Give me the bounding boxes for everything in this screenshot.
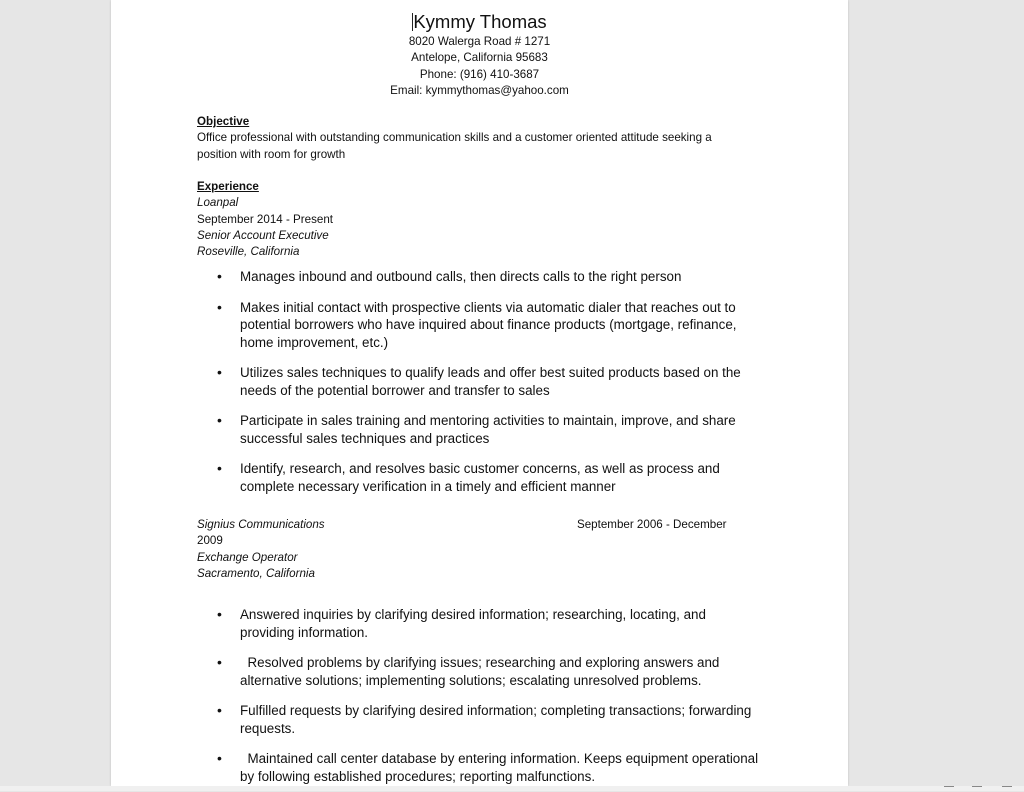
- web-layout-icon[interactable]: [1002, 786, 1012, 792]
- job2-company: Signius Communications: [197, 518, 325, 531]
- objective-text-line-2: position with room for growth: [197, 147, 346, 161]
- bullet-icon: •: [217, 654, 222, 670]
- experience-heading: Experience: [197, 180, 259, 193]
- phone-line: Phone: (916) 410-3687: [419, 67, 540, 81]
- objective-text-line-1: Office professional with outstanding communication skills and a customer oriented attitude seeking a: [197, 131, 712, 145]
- job1-company: Loanpal: [197, 196, 239, 210]
- bullet-icon: •: [217, 702, 222, 718]
- list-item: [217, 606, 762, 641]
- bullet-text: Identify, research, and resolves basic customer concerns, as well as process and complete necessary verification in a timely and efficient manner: [240, 461, 720, 494]
- bullet-text: Resolved problems by clarifying issues; researching and exploring answers and alternative solutions; implementing solutions; escalating unresolved problems.: [240, 655, 724, 688]
- bullet-text: Makes initial contact with prospective clients via automatic dialer that reaches out to potential borrowers who have inquired about finance products (mortgage, refinance, home improvement, etc.): [240, 299, 737, 350]
- bullet-text: Fulfilled requests by clarifying desired information; completing transactions; forwarding requests.: [240, 703, 752, 736]
- objective-heading: Objective: [197, 115, 250, 128]
- status-bar: [0, 786, 1024, 791]
- applicant-name: Kymmy Thomas: [413, 11, 547, 32]
- address-line-1: 8020 Walerga Road # 1271: [408, 35, 551, 48]
- name-line: [111, 10, 848, 34]
- print-layout-icon[interactable]: [972, 786, 982, 792]
- bullet-text: Manages inbound and outbound calls, then directs calls to the right person: [240, 269, 682, 284]
- job1-dates: September 2014 - Present: [197, 212, 333, 226]
- bullet-icon: •: [217, 364, 222, 380]
- contact-header: [111, 10, 848, 99]
- bullet-icon: •: [217, 412, 222, 428]
- list-item: [217, 412, 762, 447]
- job2-title: Exchange Operator: [197, 550, 298, 564]
- bullet-icon: •: [217, 750, 222, 766]
- list-item: [217, 299, 762, 352]
- bullet-icon: •: [217, 460, 222, 476]
- view-mode-icon[interactable]: [944, 786, 954, 792]
- list-item: [217, 750, 762, 785]
- list-item: [217, 268, 762, 286]
- bullet-icon: •: [217, 606, 222, 622]
- email-line: Email: kymmythomas@yahoo.com: [390, 83, 569, 97]
- bullet-text: Utilizes sales techniques to qualify leads and offer best suited products based on the needs of the potential borrower and transfer to sales: [240, 365, 741, 398]
- address-line-2: Antelope, California 95683: [411, 51, 548, 65]
- list-item: [217, 460, 762, 495]
- document-page[interactable]: [111, 0, 848, 786]
- bullet-text: Participate in sales training and mentoring activities to maintain, improve, and share successful sales techniques and practices: [240, 413, 736, 446]
- job2-bullet-list: [217, 606, 762, 785]
- job2-dates-end: 2009: [197, 534, 223, 548]
- list-item: [217, 654, 762, 689]
- job1-location: Roseville, California: [197, 245, 300, 259]
- job2-location: Sacramento, California: [197, 566, 315, 580]
- bullet-icon: •: [217, 298, 222, 315]
- objective-section: [197, 114, 757, 163]
- job1-bullet-list: [217, 268, 762, 495]
- job1-title: Senior Account Executive: [197, 228, 329, 242]
- bullet-icon: •: [217, 268, 222, 284]
- job2-dates-start: September 2006 - December: [577, 518, 727, 531]
- experience-section: [197, 179, 757, 260]
- bullet-text: Maintained call center database by entering information. Keeps equipment operational by following established procedures; reporting malfunctions.: [240, 751, 762, 784]
- job2-header: [197, 517, 737, 582]
- bullet-text: Answered inquiries by clarifying desired information; researching, locating, and providing information.: [240, 607, 706, 640]
- list-item: [217, 364, 762, 399]
- list-item: [217, 702, 762, 737]
